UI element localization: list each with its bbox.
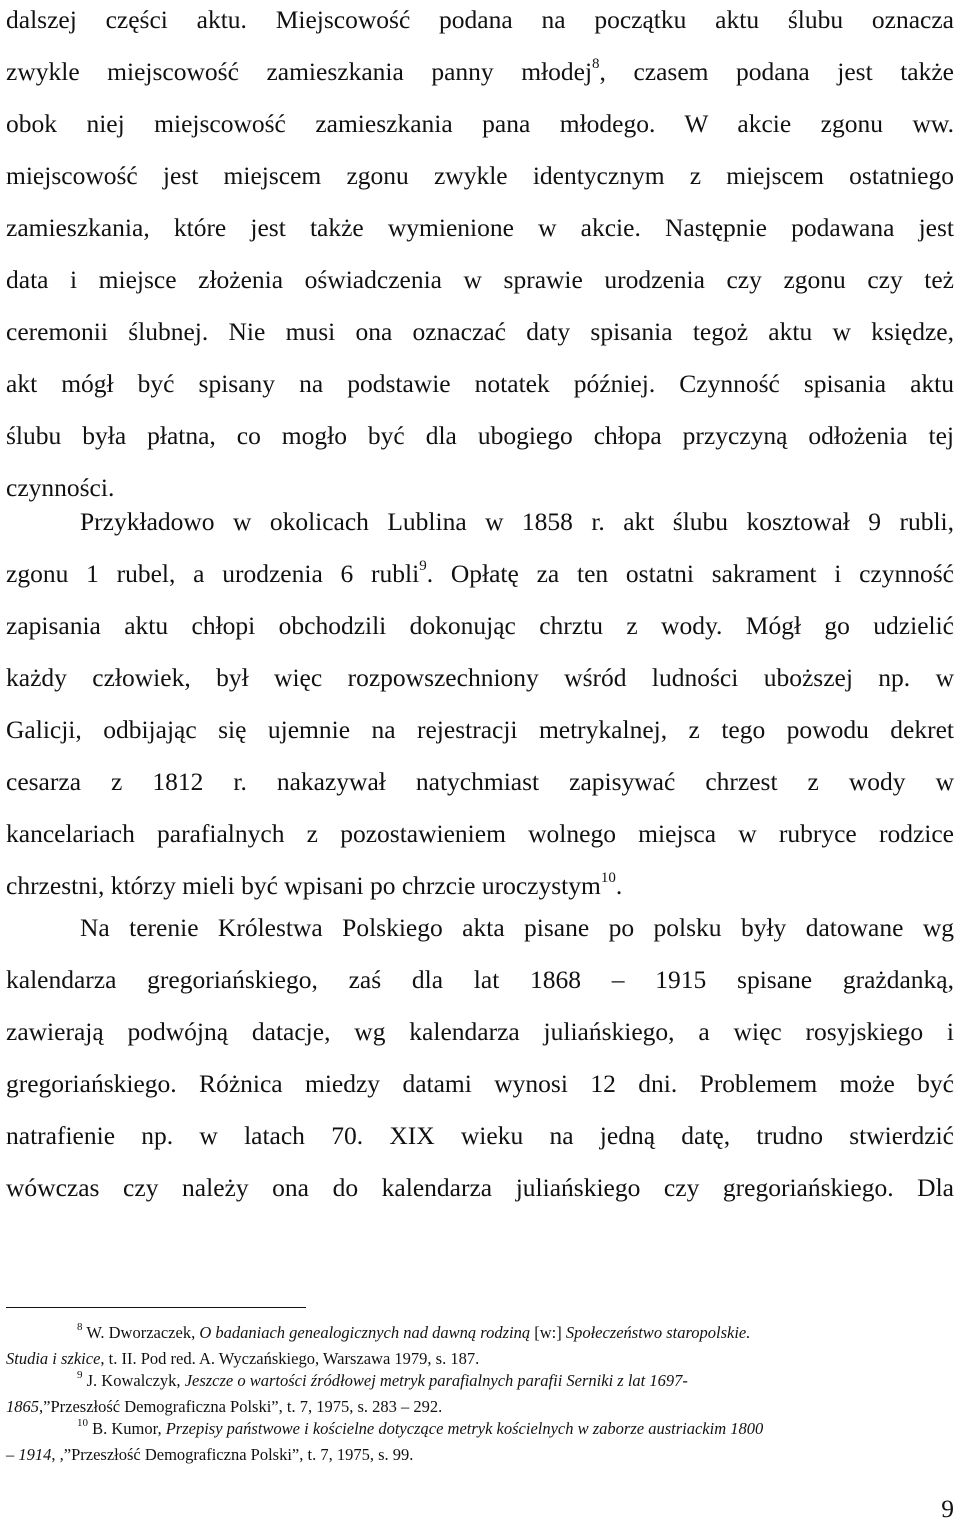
footnote-number: 9 — [77, 1369, 83, 1381]
footnote-ref-10[interactable]: 10 — [600, 870, 616, 886]
text-line: data i miejsce złożenia oświadczenia w sprawie urodzenia czy zgonu czy też — [6, 265, 954, 294]
text-line: akt mógł być spisany na podstawie notatek później. Czynność spisania aktu — [6, 369, 954, 398]
text-line: ceremonii ślubnej. Nie musi ona oznaczać daty spisania tegoż aktu w księdze, — [6, 317, 954, 346]
text-line: Na terenie Królestwa Polskiego akta pisane po polsku były datowane wg — [80, 913, 954, 942]
text-line: miejscowość jest miejscem zgonu zwykle identycznym z miejscem ostatniego — [6, 161, 954, 190]
footnote-number: 8 — [77, 1321, 83, 1333]
text-line: czynności. — [6, 473, 115, 502]
text-line: ślubu była płatna, co mogło być dla ubogiego chłopa przyczyną odłożenia tej — [6, 421, 954, 450]
text-line: cesarza z 1812 r. nakazywał natychmiast zapisywać chrzest z wody w — [6, 767, 954, 796]
text-line: każdy człowiek, był więc rozpowszechniony wśród ludności uboższej np. w — [6, 663, 954, 692]
text-line: chrzestni, którzy mieli być wpisani po chrzcie uroczystym$^{10}$. — [6, 870, 623, 900]
footnote-8: $^8$ W. Dworzaczek, O badaniach genealogicznych nad dawną rodziną [w:] Społeczeństwo staropolskie. Studia i szkice, t. II. Pod red. A. Wyczańskiego, Warszawa 1979, s. 187. — [6, 1321, 751, 1368]
footnote-ref-8[interactable]: 8 — [592, 56, 600, 72]
text-line: zgonu 1 rubel, a urodzenia 6 rubli$^9$. Opłatę za ten ostatni sakrament i czynność — [6, 558, 954, 588]
text-line: kalendarza gregoriańskiego, zaś dla lat 1868 – 1915 spisane grażdanką, — [6, 965, 954, 994]
text-line: natrafienie np. w latach 70. XIX wieku na jedną datę, trudno stwierdzić — [6, 1121, 954, 1150]
text-line: kancelariach parafialnych z pozostawieniem wolnego miejsca w rubryce rodzice — [6, 819, 954, 848]
text-line: zapisania aktu chłopi obchodzili dokonując chrztu z wody. Mógł go udzielić — [6, 611, 954, 640]
text-line: dalszej części aktu. Miejscowość podana na początku aktu ślubu oznacza — [6, 5, 954, 34]
paragraph-2 — [6, 496, 954, 912]
paragraph-3 — [6, 902, 954, 1214]
text-line: wówczas czy należy ona do kalendarza juliańskiego czy gregoriańskiego. Dla — [6, 1173, 954, 1202]
text-line: gregoriańskiego. Różnica miedzy datami wynosi 12 dni. Problemem może być — [6, 1069, 954, 1098]
text-line: Galicji, odbijając się ujemnie na rejestracji metrykalnej, z tego powodu dekret — [6, 715, 954, 744]
page-number: 9 — [941, 1494, 954, 1523]
footnote-9: $^9$ J. Kowalczyk, Jeszcze o wartości źródłowej metryk parafialnych parafii Serniki z lat 1697- 1865,”Przeszłość Demograficzna Polski”, t. 7, 1975, s. 283 – 292. — [6, 1369, 688, 1416]
text-line: zawierają podwójną datacje, wg kalendarza juliańskiego, a więc rosyjskiego i — [6, 1017, 954, 1046]
paragraph-1 — [6, 0, 954, 514]
text-line: obok niej miejscowość zamieszkania pana młodego. W akcie zgonu ww. — [6, 109, 954, 138]
text-line: Przykładowo w okolicach Lublina w 1858 r. akt ślubu kosztował 9 rubli, — [80, 507, 954, 536]
footnote-separator — [6, 1307, 306, 1308]
footnote-10: $^{10}$ B. Kumor, Przepisy państwowe i kościelne dotyczące metryk kościelnych w zaborze austriackim 1800 – 1914, ,”Przeszłość Demograficzna Polski”, t. 7, 1975, s. 99. — [6, 1417, 764, 1464]
footnote-number: 10 — [77, 1417, 88, 1429]
text-line: zamieszkania, które jest także wymienione w akcie. Następnie podawana jest — [6, 213, 954, 242]
footnote-ref-9[interactable]: 9 — [419, 558, 427, 574]
text-line: zwykle miejscowość zamieszkania panny młodej$^8$, czasem podana jest także — [6, 56, 954, 86]
